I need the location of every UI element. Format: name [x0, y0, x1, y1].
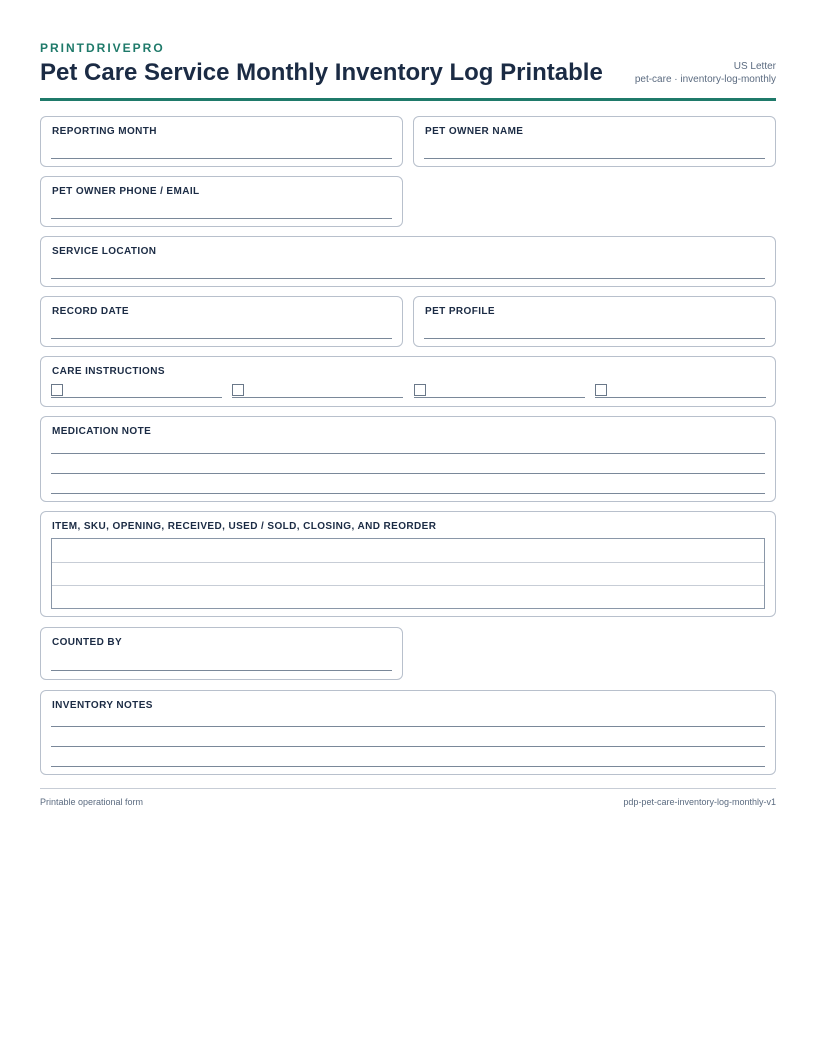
care-instructions-field: [40, 356, 776, 407]
care-instructions-label: CARE INSTRUCTIONS: [52, 366, 165, 377]
header: [40, 0, 776, 101]
counted-by-field[interactable]: [40, 627, 403, 680]
checkbox[interactable]: [232, 384, 244, 396]
service-location-label: SERVICE LOCATION: [52, 246, 157, 257]
record-date-line[interactable]: [51, 338, 392, 339]
counted-by-line[interactable]: [51, 670, 392, 671]
header-meta: [635, 60, 776, 86]
table-row-divider: [52, 562, 764, 563]
counted-by-label: COUNTED BY: [52, 637, 123, 648]
pet-profile-line[interactable]: [424, 338, 765, 339]
reporting-month-line[interactable]: [51, 158, 392, 159]
writing-line[interactable]: [51, 473, 765, 474]
pet-owner-contact-field[interactable]: [40, 176, 403, 227]
care-instruction-item[interactable]: [595, 384, 766, 398]
paper-size: US Letter: [733, 61, 776, 72]
pet-owner-name-line[interactable]: [424, 158, 765, 159]
pet-owner-contact-line[interactable]: [51, 218, 392, 219]
footer-left-text: Printable operational form: [40, 797, 144, 807]
medication-note-field[interactable]: [40, 416, 776, 502]
writing-line[interactable]: [51, 766, 765, 767]
inventory-notes-field[interactable]: [40, 690, 776, 775]
care-instruction-item[interactable]: [51, 384, 222, 398]
pet-owner-contact-label: PET OWNER PHONE / EMAIL: [52, 186, 200, 197]
brand-logo-text: PRINTDRIVEPRO: [40, 41, 165, 55]
pet-owner-name-label: PET OWNER NAME: [425, 126, 524, 137]
inventory-notes-label: INVENTORY NOTES: [52, 700, 153, 711]
checkbox[interactable]: [595, 384, 607, 396]
reporting-month-label: REPORTING MONTH: [52, 126, 157, 137]
footer-form-id: pdp-pet-care-inventory-log-monthly-v1: [623, 797, 776, 807]
page-title: Pet Care Service Monthly Inventory Log Printable: [40, 59, 603, 86]
reporting-month-field[interactable]: [40, 116, 403, 167]
record-date-field[interactable]: [40, 296, 403, 347]
writing-line[interactable]: [51, 726, 765, 727]
pet-profile-label: PET PROFILE: [425, 306, 495, 317]
inventory-table-section: [40, 511, 776, 617]
care-instruction-item[interactable]: [232, 384, 403, 398]
medication-note-label: MEDICATION NOTE: [52, 426, 152, 437]
record-date-label: RECORD DATE: [52, 306, 129, 317]
footer: [40, 788, 776, 807]
pet-profile-field[interactable]: [413, 296, 776, 347]
inventory-table[interactable]: [51, 538, 765, 609]
service-location-field[interactable]: [40, 236, 776, 287]
pet-owner-name-field[interactable]: [413, 116, 776, 167]
table-row-divider: [52, 585, 764, 586]
writing-line[interactable]: [51, 453, 765, 454]
writing-line[interactable]: [51, 746, 765, 747]
form-page: [40, 0, 776, 711]
inventory-table-label: ITEM, SKU, OPENING, RECEIVED, USED / SOLD, CLOSING, AND REORDER: [52, 521, 437, 532]
service-location-line[interactable]: [51, 278, 765, 279]
writing-line[interactable]: [51, 493, 765, 494]
care-instruction-item[interactable]: [414, 384, 585, 398]
form-slug: pet-care · inventory-log-monthly: [634, 74, 776, 85]
checkbox[interactable]: [414, 384, 426, 396]
checkbox[interactable]: [51, 384, 63, 396]
